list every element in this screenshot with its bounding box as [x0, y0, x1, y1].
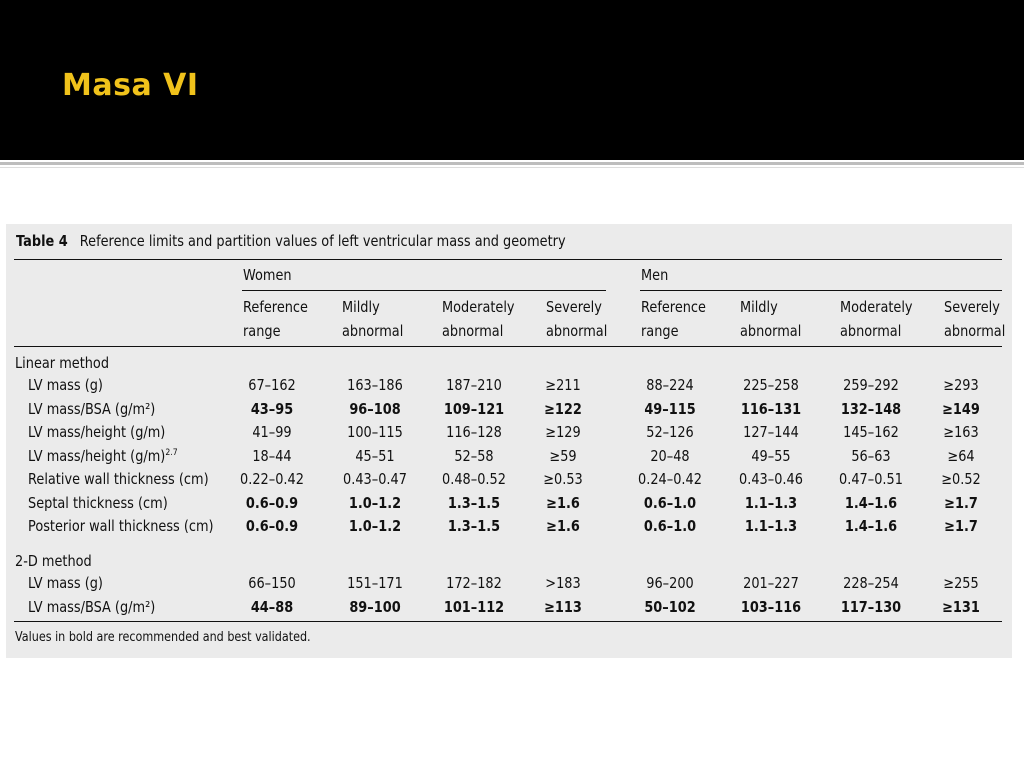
column-header: Severely [546, 298, 602, 316]
table-cell: 43–95 [250, 399, 294, 418]
table-cell: 66–150 [248, 574, 296, 592]
table-cell: ≥1.6 [546, 517, 580, 535]
table-cell: 1.0–1.2 [348, 493, 402, 512]
table-footnote: Values in bold are recommended and best validated. [15, 630, 311, 645]
header-divider [0, 162, 1024, 165]
table-cell: 56–63 [851, 446, 891, 465]
table-cell: 127–144 [743, 423, 799, 441]
column-header: abnormal [546, 322, 608, 340]
table-cell: ≥59 [549, 446, 577, 465]
table-cell: ≥1.7 [944, 517, 978, 535]
row-label: LV mass/height $(g/m)^{2.7}$ [28, 446, 178, 465]
table-cell: 132–148 [840, 399, 902, 418]
column-header: abnormal [840, 322, 902, 340]
row-label: Septal thickness (cm) [28, 493, 168, 512]
table-cell: 1.3–1.5 [447, 517, 501, 535]
table-cell: 0.24–0.42 [638, 470, 702, 488]
table-cell: 0.43–0.46 [739, 470, 803, 488]
row-label-superscript: 2.7 [165, 447, 178, 458]
table-cell: 116–131 [740, 399, 802, 418]
table-caption [16, 232, 566, 250]
table-cell: 109–121 [443, 399, 505, 418]
table-cell: ≥113 [544, 597, 582, 616]
table-cell: 151–171 [347, 574, 403, 592]
table-cell: 1.0–1.2 [348, 517, 402, 535]
table-cell: ≥64 [947, 446, 975, 465]
table-cell: ≥149 [942, 399, 980, 418]
table-cell: 44–88 [250, 597, 294, 616]
section-heading: Linear method [15, 354, 110, 372]
table-cell: 52–126 [646, 423, 694, 441]
section-heading: 2-D method [15, 552, 92, 570]
table-cell: 49–55 [751, 446, 791, 465]
table-cell: ≥255 [943, 574, 979, 592]
column-header: abnormal [740, 322, 802, 340]
column-header: abnormal [342, 322, 404, 340]
row-label: LV mass (g) [28, 574, 103, 592]
table-cell: 0.6–0.9 [245, 493, 299, 512]
table-cell: 96–108 [349, 399, 401, 418]
table-cell: 67–162 [248, 376, 296, 394]
column-header: Severely [944, 298, 1000, 316]
table-cell: 1.1–1.3 [744, 493, 798, 512]
table-cell: 0.43–0.47 [343, 470, 407, 488]
table-cell: 1.1–1.3 [744, 517, 798, 535]
column-header-rule [14, 346, 1002, 347]
table-cell: 0.6–0.9 [245, 517, 299, 535]
table-cell: ≥131 [942, 597, 980, 616]
table-cell: ≥0.52 [941, 470, 981, 488]
table-cell: ≥211 [545, 376, 581, 394]
column-header: Moderately [840, 298, 913, 316]
table-cell: ≥1.6 [546, 493, 580, 512]
table-cell: ≥129 [545, 423, 581, 441]
table-cell: 45–51 [355, 446, 395, 465]
table-cell: 201–227 [743, 574, 799, 592]
header-divider-thin [0, 167, 1024, 168]
table-cell: 88–224 [646, 376, 694, 394]
table-cell: 101–112 [443, 597, 505, 616]
table-top-rule [14, 259, 1002, 260]
table-cell: 0.48–0.52 [442, 470, 506, 488]
column-header: Reference [641, 298, 706, 316]
table-cell: >183 [545, 574, 581, 592]
table-cell: 145–162 [843, 423, 899, 441]
table-cell: 225–258 [743, 376, 799, 394]
table-cell: ≥1.7 [944, 493, 978, 512]
table-bottom-rule [14, 621, 1002, 622]
row-label: Relative wall thickness (cm) [28, 470, 209, 488]
table-cell: 41–99 [252, 423, 292, 441]
row-label: LV mass/BSA (g/m²) [28, 399, 156, 418]
table-cell: 49–115 [644, 399, 696, 418]
table-cell: 259–292 [843, 376, 899, 394]
table-cell: 52–58 [454, 446, 494, 465]
table-cell: 96–200 [646, 574, 694, 592]
table-cell: 117–130 [840, 597, 902, 616]
table-cell: ≥0.53 [543, 470, 583, 488]
slide-title: Masa VI [62, 68, 199, 103]
table-cell: 163–186 [347, 376, 403, 394]
table-cell: 20–48 [650, 446, 690, 465]
table-cell: ≥293 [943, 376, 979, 394]
table-cell: ≥122 [544, 399, 582, 418]
women-group-rule [242, 290, 606, 291]
column-header: range [641, 322, 679, 340]
men-group-rule [640, 290, 1002, 291]
table-cell: 1.4–1.6 [844, 493, 898, 512]
column-header: range [243, 322, 281, 340]
column-header: Reference [243, 298, 308, 316]
group-header-women: Women [243, 266, 292, 284]
table-cell: 103–116 [740, 597, 802, 616]
column-header: Mildly [740, 298, 778, 316]
table-label: Table 4 [16, 232, 68, 250]
column-header: Mildly [342, 298, 380, 316]
table-cell: 187–210 [446, 376, 502, 394]
column-header: Moderately [442, 298, 515, 316]
table-cell: 89–100 [349, 597, 401, 616]
table-cell: 116–128 [446, 423, 502, 441]
table-caption-text: Reference limits and partition values of left ventricular mass and geometry [79, 232, 566, 250]
row-label: LV mass/height (g/m) [28, 423, 166, 441]
row-label: LV mass (g) [28, 376, 103, 394]
table-cell: 172–182 [446, 574, 502, 592]
group-header-men: Men [641, 266, 669, 284]
table-cell: 18–44 [252, 446, 292, 465]
table-cell: 1.4–1.6 [844, 517, 898, 535]
table-cell: 0.22–0.42 [240, 470, 304, 488]
table-cell: 50–102 [644, 597, 696, 616]
table-cell: 0.47–0.51 [839, 470, 903, 488]
row-label: Posterior wall thickness (cm) [28, 517, 214, 535]
row-label: LV mass/BSA (g/m²) [28, 597, 156, 616]
table-cell: 1.3–1.5 [447, 493, 501, 512]
table-cell: 228–254 [843, 574, 899, 592]
table-cell: ≥163 [943, 423, 979, 441]
column-header: abnormal [944, 322, 1006, 340]
table-cell: 100–115 [347, 423, 403, 441]
table-cell: 0.6–1.0 [643, 493, 697, 512]
table-cell: 0.6–1.0 [643, 517, 697, 535]
column-header: abnormal [442, 322, 504, 340]
